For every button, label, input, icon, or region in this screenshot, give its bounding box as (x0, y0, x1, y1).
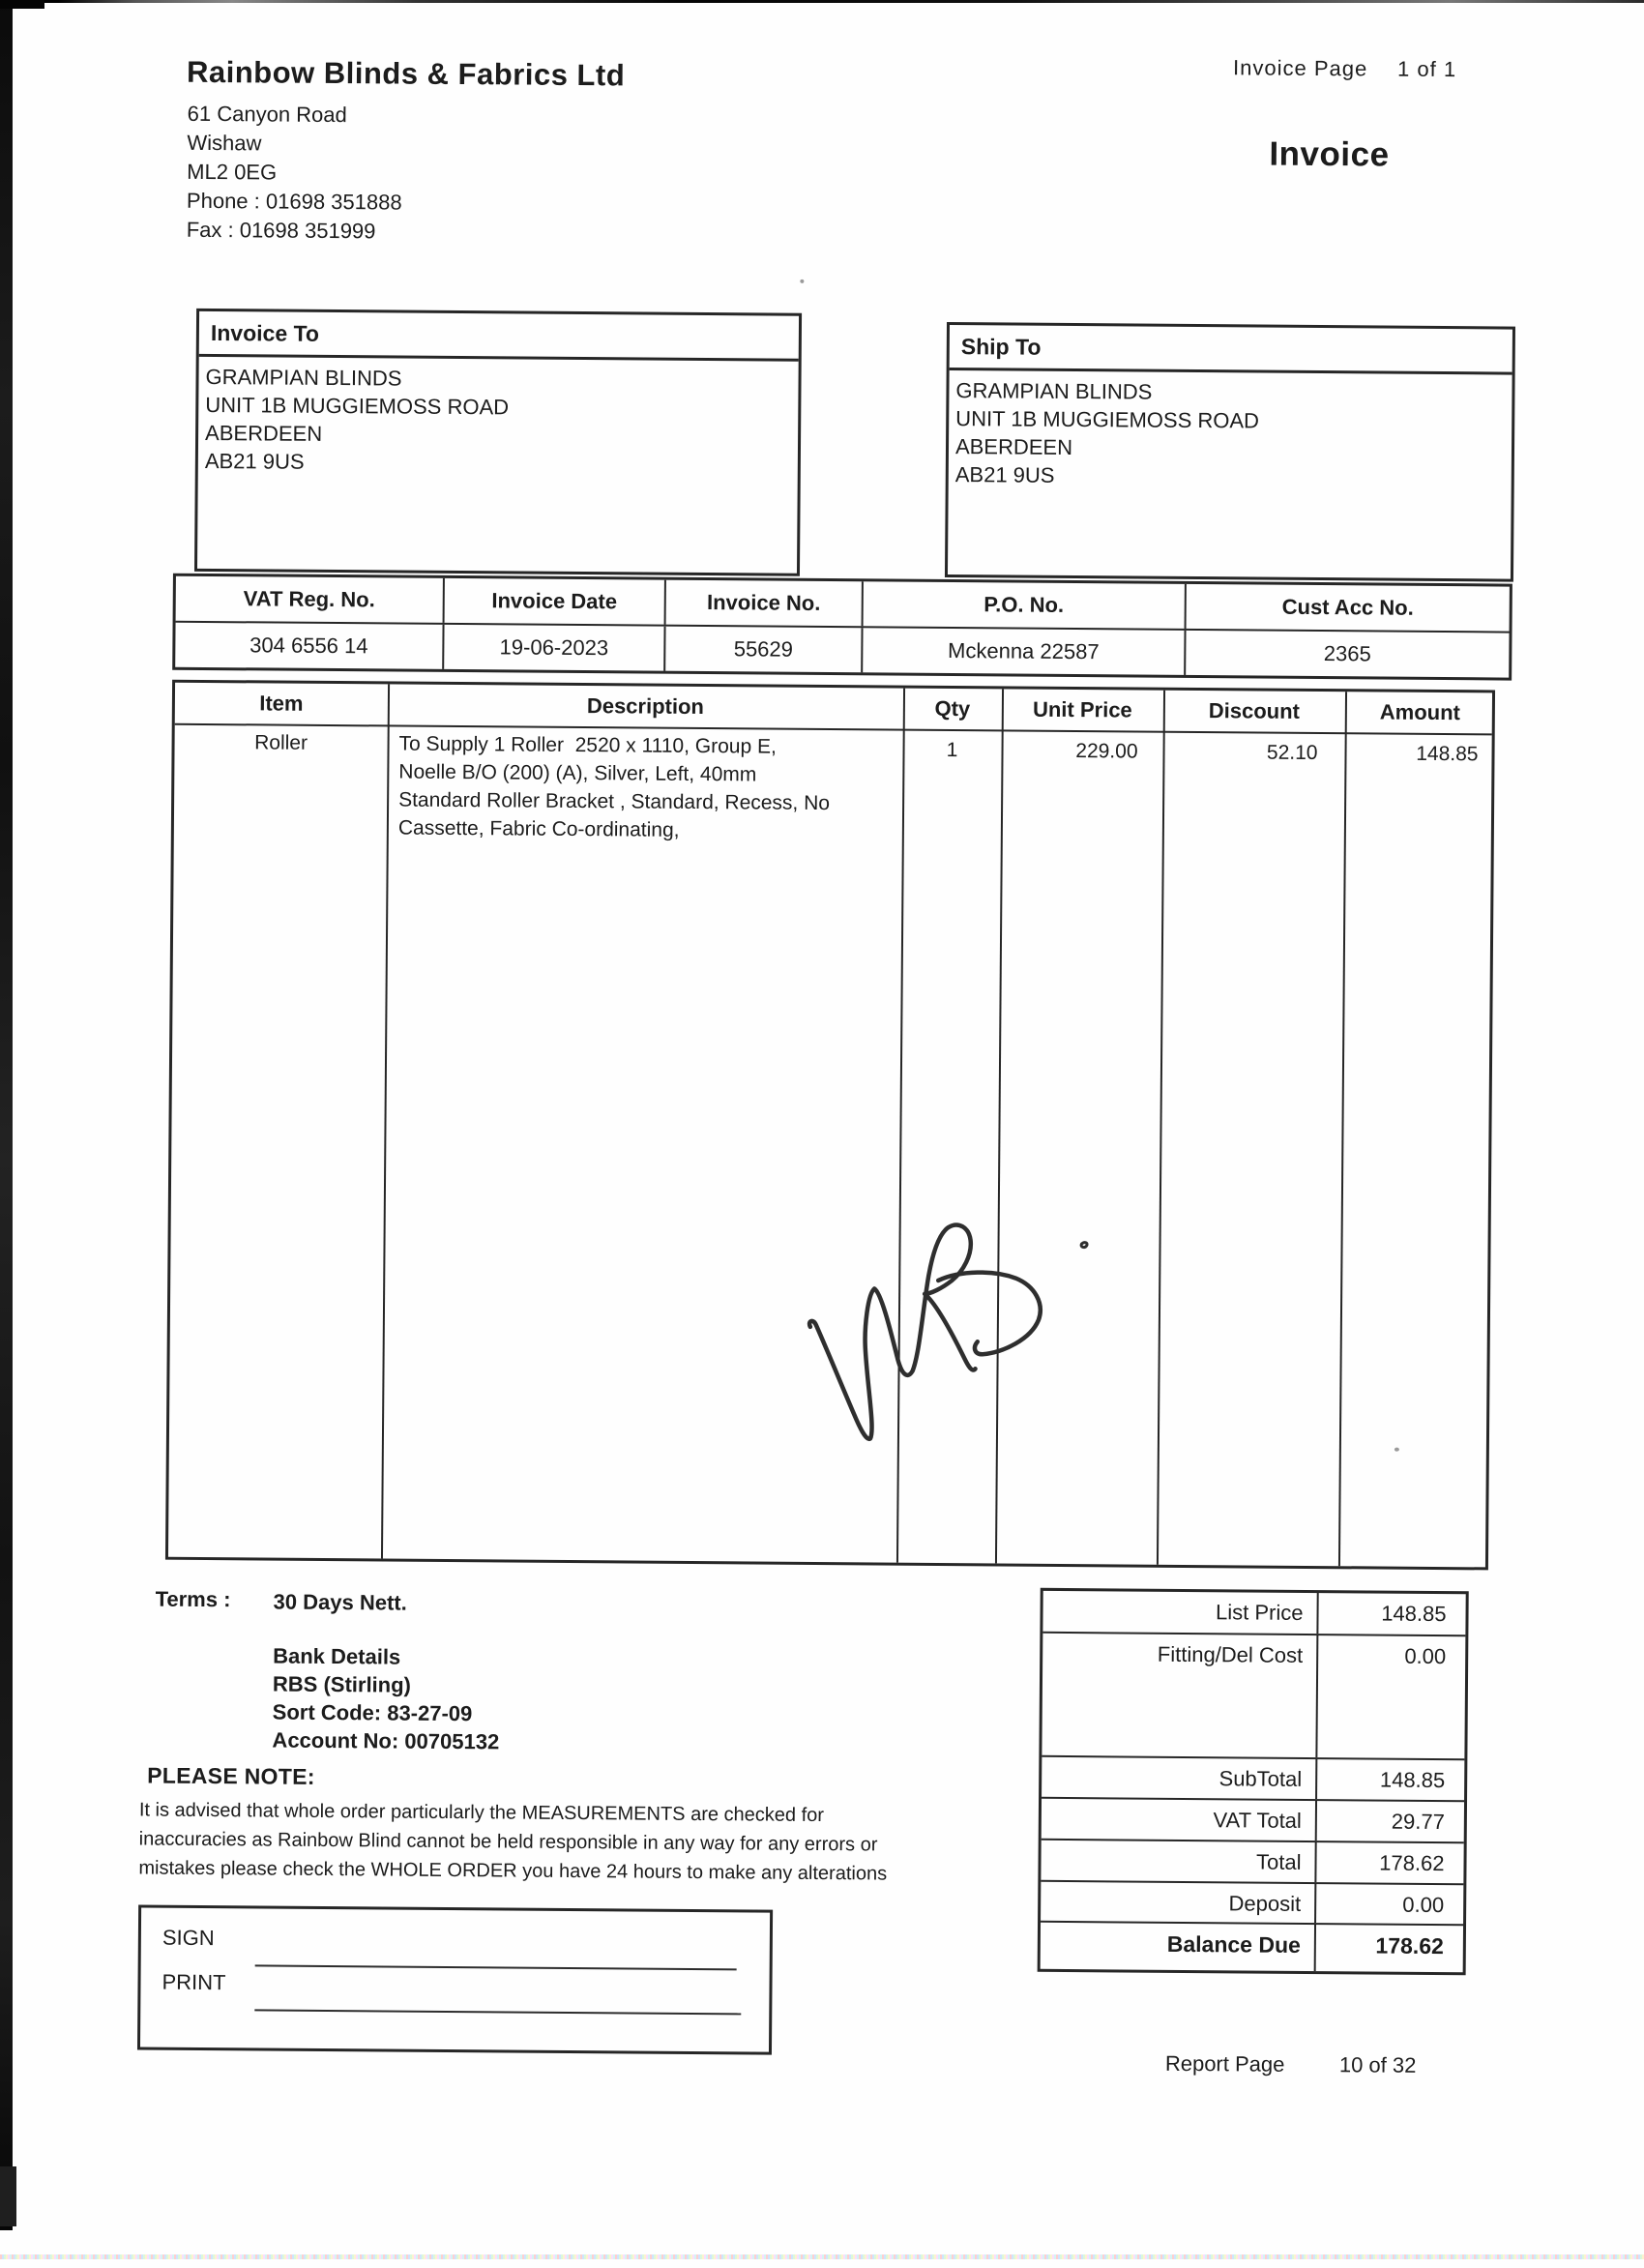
company-address-line: Phone : 01698 351888 (186, 188, 402, 215)
meta-header-invoice-no: Invoice No. (666, 580, 864, 627)
item-cell-description (398, 730, 831, 845)
print-line (254, 2009, 741, 2015)
invoice-to-address (198, 357, 799, 480)
bank-details-line: Bank Details (273, 1643, 401, 1669)
meta-value-invoice-date: 19-06-2023 (444, 625, 665, 671)
totals-label: Total (1041, 1841, 1316, 1882)
totals-row-total (1041, 1841, 1463, 1885)
totals-value: 148.85 (1379, 1767, 1446, 1793)
ship-to-line: AB21 9US (954, 462, 1055, 487)
invoice-page-label: Invoice Page (1233, 55, 1368, 81)
company-address (187, 100, 403, 247)
terms-label: Terms : (155, 1586, 231, 1612)
report-page-label: Report Page (1164, 2050, 1285, 2077)
ship-to-line: ABERDEEN (954, 434, 1073, 460)
description-line: Cassette, Fabric Co-ordinating, (397, 816, 680, 841)
invoice-to-line: AB21 9US (204, 448, 305, 474)
sign-line (255, 1964, 737, 1970)
item-cell-qty: 1 (946, 739, 958, 762)
meta-value-invoice-no: 55629 (665, 627, 863, 673)
items-header-description: Description (586, 693, 705, 720)
bank-details-line: RBS (Stirling) (272, 1671, 412, 1697)
bank-details (272, 1642, 500, 1756)
ship-to-label: Ship To (950, 325, 1512, 375)
totals-value: 148.85 (1381, 1601, 1447, 1627)
company-address-line: Fax : 01698 351999 (186, 217, 376, 244)
item-cell-unit-price: 229.00 (1075, 740, 1138, 763)
terms-value: 30 Days Nett. (273, 1589, 407, 1615)
meta-value-row (175, 623, 1509, 678)
totals-row-subtotal (1042, 1757, 1464, 1802)
scan-speck (1394, 1448, 1399, 1452)
bank-details-line: Account No: 00705132 (272, 1727, 500, 1754)
totals-value: 178.62 (1379, 1850, 1445, 1876)
totals-label: Fitting/Del Cost (1042, 1634, 1318, 1757)
description-line: Standard Roller Bracket , Standard, Recess, No (398, 788, 831, 815)
please-note-heading: PLEASE NOTE: (147, 1762, 315, 1789)
meta-value-po-no: Mckenna 22587 (863, 628, 1186, 675)
note-line: It is advised that whole order particularly the MEASUREMENTS are checked for (138, 1799, 825, 1827)
totals-row-deposit (1041, 1882, 1463, 1926)
totals-row-list-price (1042, 1591, 1465, 1636)
totals-label: List Price (1042, 1591, 1318, 1634)
totals-label: Balance Due (1041, 1923, 1316, 1971)
report-page-value: 10 of 32 (1338, 2052, 1417, 2077)
meta-header-invoice-date: Invoice Date (445, 578, 666, 625)
note-line: inaccuracies as Rainbow Blind cannot be held responsible in any way for any errors or (138, 1828, 878, 1856)
invoice-to-line: GRAMPIAN BLINDS (205, 364, 402, 391)
signature-box (137, 1904, 773, 2054)
item-cell-item: Roller (254, 731, 308, 754)
company-address-line: ML2 0EG (187, 159, 278, 185)
scan-speck (800, 280, 804, 283)
meta-value-vat-reg: 304 6556 14 (175, 623, 444, 669)
totals-label: VAT Total (1042, 1799, 1317, 1841)
invoice-to-line: ABERDEEN (205, 420, 323, 446)
items-header-qty: Qty (934, 695, 971, 722)
totals-value: 29.77 (1391, 1809, 1445, 1835)
totals-table (1038, 1588, 1469, 1975)
totals-row-vat-total (1042, 1799, 1464, 1843)
meta-value-cust-acc: 2365 (1323, 641, 1371, 666)
meta-header-vat-reg: VAT Reg. No. (176, 576, 445, 623)
ship-to-line: UNIT 1B MUGGIEMOSS ROAD (955, 406, 1260, 433)
print-label: PRINT (161, 1969, 226, 1995)
company-name: Rainbow Blinds & Fabrics Ltd (186, 54, 626, 93)
column-divider (381, 684, 390, 1558)
totals-label: Deposit (1041, 1882, 1316, 1923)
note-line: mistakes please check the WHOLE ORDER you have 24 hours to make any alterations (138, 1857, 888, 1885)
ship-to-box (945, 322, 1515, 582)
totals-label: SubTotal (1042, 1757, 1317, 1799)
sign-label: SIGN (161, 1925, 215, 1951)
item-cell-amount: 148.85 (1416, 742, 1479, 766)
meta-header-cust-acc: Cust Acc No. (1281, 594, 1414, 620)
invoice-page-value: 1 of 1 (1397, 56, 1457, 82)
ship-to-line: GRAMPIAN BLINDS (955, 378, 1153, 404)
invoice-to-line: UNIT 1B MUGGIEMOSS ROAD (205, 392, 510, 420)
totals-row-balance-due (1041, 1923, 1463, 1972)
column-divider (1157, 691, 1165, 1565)
document-title: Invoice (1269, 134, 1390, 174)
items-header-amount: Amount (1379, 699, 1461, 725)
invoice-to-label: Invoice To (199, 311, 799, 362)
totals-value: 178.62 (1375, 1932, 1444, 1959)
invoice-to-box (194, 309, 802, 576)
column-divider (1338, 692, 1347, 1566)
invoice-meta-table (172, 574, 1512, 681)
company-address-line: 61 Canyon Road (187, 101, 347, 128)
totals-row-fitting-del-cost (1042, 1634, 1465, 1760)
bank-details-line: Sort Code: 83-27-09 (272, 1699, 473, 1726)
totals-value: 0.00 (1402, 1892, 1445, 1918)
items-header-item: Item (259, 691, 304, 716)
handwritten-signature-mb (790, 1199, 1111, 1483)
description-line: To Supply 1 Roller 2520 x 1110, Group E, (398, 732, 777, 758)
totals-value: 0.00 (1404, 1643, 1447, 1669)
items-header-discount: Discount (1208, 698, 1301, 723)
description-line: Noelle B/O (200) (A), Silver, Left, 40mm (398, 760, 757, 786)
meta-header-po-no: P.O. No. (864, 581, 1187, 629)
note-text (138, 1795, 887, 1888)
ship-to-address (949, 370, 1512, 493)
items-header-unit-price: Unit Price (1032, 696, 1132, 722)
item-cell-discount: 52.10 (1266, 741, 1318, 765)
company-address-line: Wishaw (187, 130, 262, 156)
